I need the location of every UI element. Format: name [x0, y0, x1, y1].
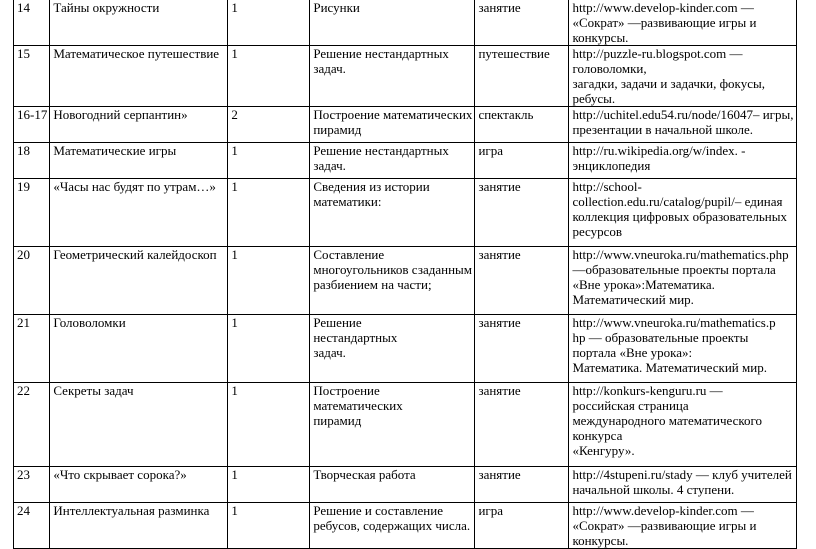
lesson-content [310, 0, 475, 46]
lesson-title: Математические игры [50, 143, 228, 179]
lesson-resources-line: «Кенгуру». [572, 443, 635, 458]
lesson-form: занятие [475, 179, 569, 247]
lesson-plan-table-body [14, 0, 797, 549]
lesson-resources-line: http://ru.wikipedia.org/w/index. - [572, 143, 746, 158]
lesson-resources-line: международного математического [572, 413, 763, 428]
lesson-resources-line: Математика. Математический мир. [572, 360, 767, 375]
lesson-number: 20 [14, 247, 50, 315]
lesson-resources-line: российская страница [572, 398, 689, 413]
lesson-resources-line: Математический мир. [572, 292, 694, 307]
lesson-content-line: Рисунки [313, 0, 360, 15]
lesson-resources [569, 467, 796, 503]
lesson-resources-line: —образовательные проекты портала [572, 262, 776, 277]
lesson-form: занятие [475, 0, 569, 46]
lesson-number: 22 [14, 383, 50, 467]
lesson-title: Интеллектуальная разминка [50, 503, 228, 549]
lesson-resources-line: конкурса [572, 428, 623, 443]
lesson-resources-line: http://konkurs-kenguru.ru — [572, 383, 723, 398]
lesson-resources-line: hp — образовательные проекты [572, 330, 749, 345]
lesson-content-line: разбиением на части; [313, 277, 432, 292]
table-row [14, 315, 797, 383]
table-row [14, 179, 797, 247]
lesson-hours: 2 [228, 107, 310, 143]
table-row [14, 0, 797, 46]
lesson-content [310, 315, 475, 383]
lesson-number: 18 [14, 143, 50, 179]
lesson-content [310, 107, 475, 143]
lesson-resources-line: http://www.develop-kinder.com — [572, 0, 754, 15]
lesson-form: занятие [475, 383, 569, 467]
lesson-resources-line: энциклопедия [572, 158, 651, 173]
lesson-content [310, 383, 475, 467]
lesson-hours: 1 [228, 467, 310, 503]
lesson-resources-line: ребусы. [572, 91, 616, 106]
table-row [14, 503, 797, 549]
lesson-resources-line: ресурсов [572, 224, 623, 239]
lesson-title: Секреты задач [50, 383, 228, 467]
lesson-content-line: нестандартных [313, 330, 398, 345]
lesson-resources-line: http://school- [572, 179, 642, 194]
lesson-content-line: задач. [313, 61, 346, 76]
lesson-content-line: Творческая работа [313, 467, 416, 482]
lesson-resources-line: collection.edu.ru/catalog/pupil/– единая [572, 194, 783, 209]
lesson-resources-line: конкурсы. [572, 533, 629, 548]
lesson-content-line: Сведения из истории [313, 179, 430, 194]
lesson-number: 16-17 [14, 107, 50, 143]
lesson-form: спектакль [475, 107, 569, 143]
lesson-resources [569, 143, 796, 179]
lesson-resources [569, 503, 796, 549]
lesson-title: «Что скрывает сорока?» [50, 467, 228, 503]
lesson-resources [569, 179, 796, 247]
lesson-title: Геометрический калейдоскоп [50, 247, 228, 315]
lesson-content [310, 179, 475, 247]
lesson-number: 24 [14, 503, 50, 549]
lesson-title: Тайны окружности [50, 0, 228, 46]
lesson-content [310, 143, 475, 179]
lesson-resources-line: «Вне урока»:Математика. [572, 277, 715, 292]
lesson-hours: 1 [228, 179, 310, 247]
lesson-resources [569, 46, 796, 107]
lesson-resources-line: начальной школы. 4 ступени. [572, 482, 735, 497]
lesson-resources-line: http://4stupeni.ru/stady — клуб учителей [572, 467, 792, 482]
lesson-hours: 1 [228, 383, 310, 467]
lesson-resources [569, 247, 796, 315]
lesson-content-line: Составление [313, 247, 385, 262]
lesson-resources-line: головоломки, [572, 61, 647, 76]
lesson-resources [569, 107, 796, 143]
lesson-form: игра [475, 503, 569, 549]
lesson-content-line: задач. [313, 345, 346, 360]
lesson-form: путешествие [475, 46, 569, 107]
lesson-resources [569, 315, 796, 383]
table-row [14, 46, 797, 107]
lesson-hours: 1 [228, 143, 310, 179]
lesson-title: Головоломки [50, 315, 228, 383]
lesson-resources-line: коллекция цифровых образовательных [572, 209, 787, 224]
lesson-title: Новогодний серпантин» [50, 107, 228, 143]
lesson-content [310, 247, 475, 315]
lesson-content-line: задач. [313, 158, 346, 173]
lesson-form: игра [475, 143, 569, 179]
lesson-title: «Часы нас будят по утрам…» [50, 179, 228, 247]
lesson-number: 14 [14, 0, 50, 46]
lesson-content-line: Построение [313, 383, 380, 398]
lesson-form: занятие [475, 315, 569, 383]
lesson-resources-line: http://uchitel.edu54.ru/node/16047– игры, [572, 107, 794, 122]
lesson-resources-line: презентации в начальной школе. [572, 122, 754, 137]
lesson-resources-line: http://www.vneuroka.ru/mathematics.php [572, 247, 789, 262]
lesson-form: занятие [475, 247, 569, 315]
lesson-plan-table [13, 0, 797, 549]
lesson-content-line: многоугольников сзаданным [313, 262, 473, 277]
lesson-hours: 1 [228, 315, 310, 383]
table-row [14, 383, 797, 467]
lesson-resources-line: конкурсы. [572, 30, 629, 45]
lesson-number: 23 [14, 467, 50, 503]
lesson-resources-line: http://www.develop-kinder.com — [572, 503, 754, 518]
lesson-resources-line: портала «Вне урока»: [572, 345, 693, 360]
lesson-content [310, 503, 475, 549]
lesson-resources-line: «Сократ» —развивающие игры и [572, 518, 757, 533]
lesson-content-line: Решение и составление [313, 503, 443, 518]
table-row [14, 467, 797, 503]
lesson-number: 19 [14, 179, 50, 247]
table-row [14, 107, 797, 143]
lesson-number: 15 [14, 46, 50, 107]
table-row [14, 247, 797, 315]
lesson-title: Математическое путешествие [50, 46, 228, 107]
lesson-resources [569, 0, 796, 46]
lesson-resources-line: загадки, задачи и задачки, фокусы, [572, 76, 765, 91]
lesson-hours: 1 [228, 247, 310, 315]
lesson-content-line: ребусов, содержащих числа. [313, 518, 471, 533]
lesson-form: занятие [475, 467, 569, 503]
lesson-content-line: Построение математических [313, 107, 473, 122]
lesson-content-line: математических [313, 398, 403, 413]
lesson-content-line: Решение [313, 315, 362, 330]
lesson-content-line: пирамид [313, 413, 362, 428]
lesson-content-line: Решение нестандартных [313, 46, 449, 61]
lesson-content-line: математики: [313, 194, 382, 209]
table-row [14, 143, 797, 179]
lesson-resources-line: http://puzzle-ru.blogspot.com — [572, 46, 743, 61]
lesson-number: 21 [14, 315, 50, 383]
lesson-content-line: пирамид [313, 122, 362, 137]
lesson-resources-line: «Сократ» —развивающие игры и [572, 15, 757, 30]
lesson-resources-line: http://www.vneuroka.ru/mathematics.p [572, 315, 776, 330]
lesson-content-line: Решение нестандартных [313, 143, 449, 158]
lesson-resources [569, 383, 796, 467]
lesson-content [310, 46, 475, 107]
lesson-content [310, 467, 475, 503]
lesson-hours: 1 [228, 503, 310, 549]
lesson-hours: 1 [228, 46, 310, 107]
lesson-hours: 1 [228, 0, 310, 46]
